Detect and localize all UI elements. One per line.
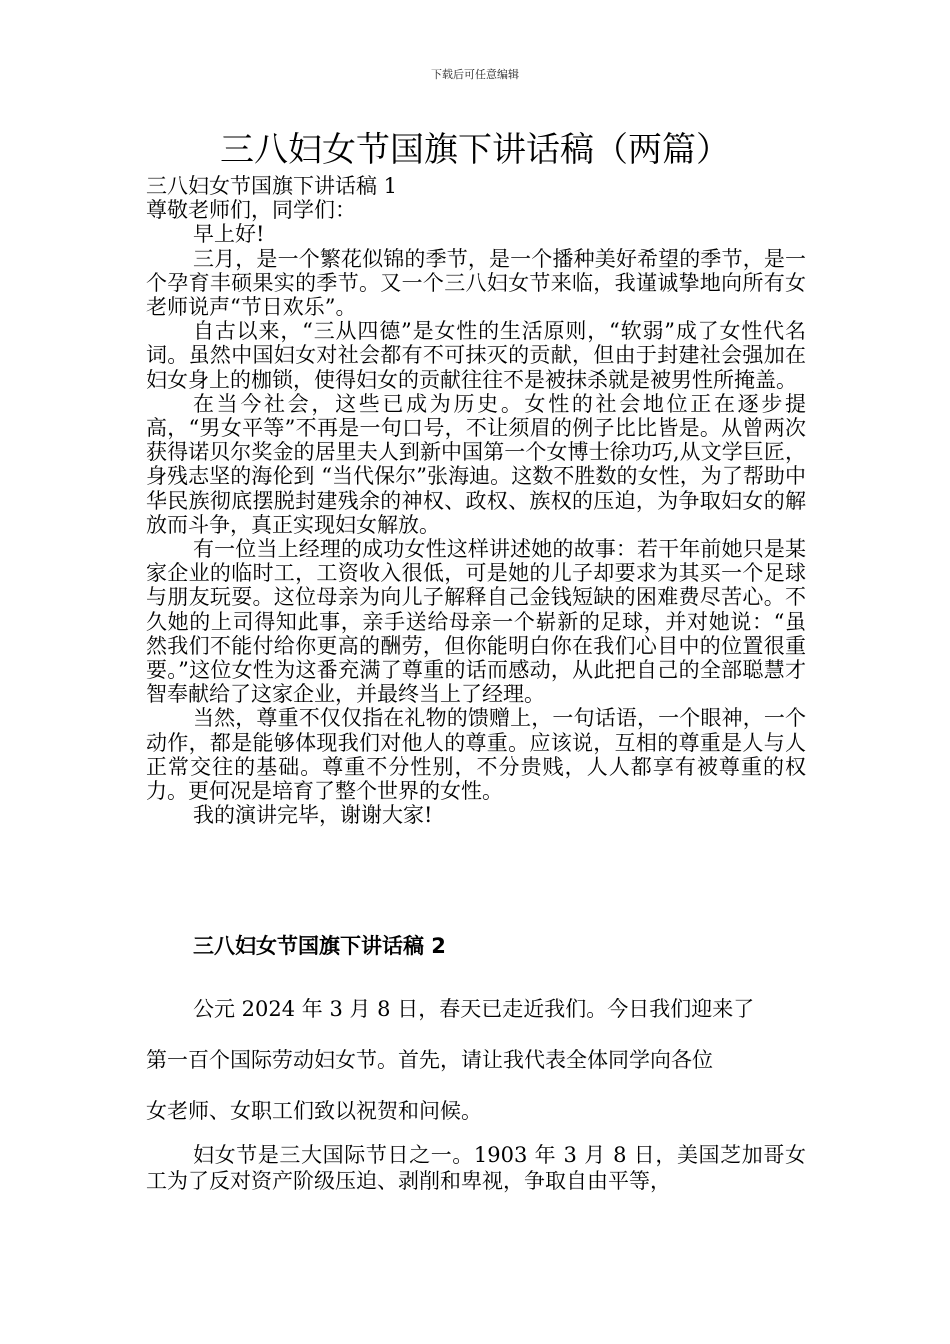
speech-1-paragraph: 在当今社会，这些已成为历史。女性的社会地位正在逐步提高，“男女平等”不再是一句口号，不让须眉的例子比比皆是。从曾两次获得诺贝尔奖金的居里夫人到新中国第一个女博士徐功巧,从文学巨匠，身残志坚的海伦到 “当代保尔”张海迪。这数不胜数的女性，为了帮助中华民族彻底摆脱封建残余的神权、政权、族权的压迫，为争取妇女的解放而斗争，真正实现妇女解放。 (146, 391, 806, 537)
speech-2-paragraph: 妇女节是三大国际节日之一。1903 年 3 月 8 日，美国芝加哥女工为了反对资产阶级压迫、剥削和卑视，争取自由平等， (146, 1143, 806, 1193)
speech-1-paragraph: 自古以来，“三从四德”是女性的生活原则，“软弱”成了女性代名词。虽然中国妇女对社会都有不可抹灭的贡献，但由于封建社会强加在妇女身上的枷锁，使得妇女的贡献往往不是被抹杀就是被男性所掩盖。 (146, 319, 806, 392)
speech-1 (146, 174, 806, 827)
speech-1-greeting: 早上好! (193, 222, 265, 247)
speech-2-body (146, 1142, 806, 1194)
speech-2-line: 女老师、女职工们致以祝贺和问候。 (146, 1099, 482, 1123)
speech-1-heading: 三八妇女节国旗下讲话稿 1 (146, 174, 398, 198)
document-title: 三八妇女节国旗下讲话稿（两篇） (220, 130, 730, 170)
header-note: 下载后可任意编辑 (431, 68, 519, 81)
speech-1-salutation: 尊敬老师们，同学们： (146, 198, 356, 223)
speech-1-closing: 我的演讲完毕，谢谢大家! (193, 803, 433, 828)
speech-1-paragraph: 当然，尊重不仅仅指在礼物的馈赠上，一句话语，一个眼神，一个动作，都是能够体现我们对他人的尊重。应该说，互相的尊重是人与人正常交往的基础。尊重不分性别，不分贵贱，人人都享有被尊重的权力。更何况是培育了整个世界的女性。 (146, 706, 806, 804)
speech-1-paragraph: 三月，是一个繁花似锦的季节，是一个播种美好希望的季节，是一个孕育丰硕果实的季节。又一个三八妇女节来临，我谨诚挚地向所有女老师说声“节日欢乐”。 (146, 246, 806, 320)
speech-2-line: 公元 2024 年 3 月 8 日，春天已走近我们。今日我们迎来了 (193, 997, 755, 1021)
speech-1-paragraph: 有一位当上经理的成功女性这样讲述她的故事：若干年前她只是某家企业的临时工，工资收入很低，可是她的儿子却要求为其买一个足球与朋友玩耍。这位母亲为向儿子解释自己金钱短缺的困难费尽苦心。不久她的上司得知此事，亲手送给母亲一个崭新的足球，并对她说：“虽然我们不能付给你更高的酬劳，但你能明白你在我们心目中的位置很重要。”这位女性为这番充满了尊重的话而感动，从此把自己的全部聪慧才智奉献给了这家企业，并最终当上了经理。 (146, 537, 806, 707)
speech-2-heading: 三八妇女节国旗下讲话稿 2 (193, 934, 446, 958)
speech-2-line: 第一百个国际劳动妇女节。首先，请让我代表全体同学向各位 (146, 1048, 713, 1072)
